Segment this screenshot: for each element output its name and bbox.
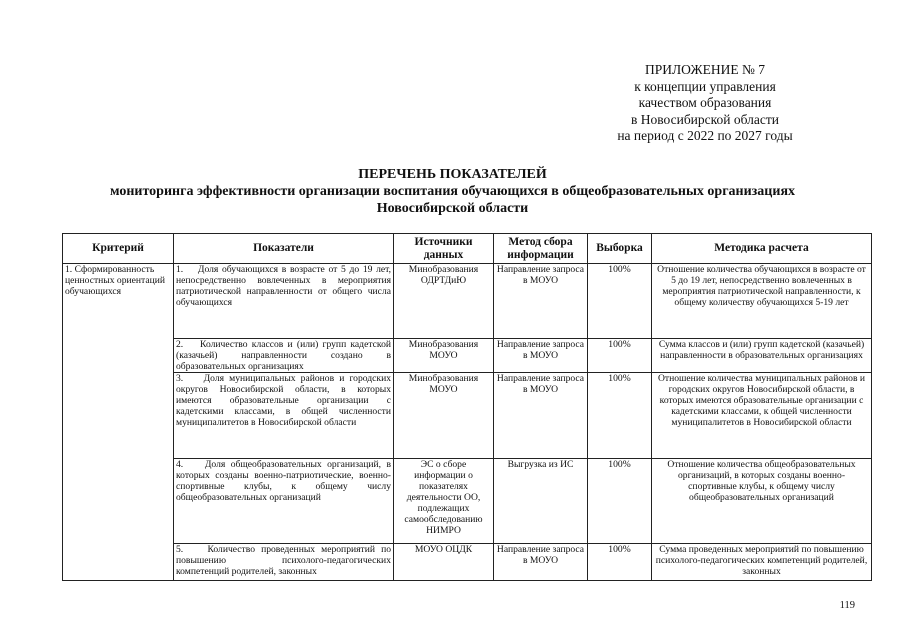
header-method: Метод сбора информации bbox=[494, 234, 588, 264]
sample-cell: 100% bbox=[588, 264, 652, 339]
table-row bbox=[63, 264, 872, 339]
indicator-text: 5. Количество проведенных мероприятий по повышению психолого-педагогических компетенций родителей, законных bbox=[176, 544, 391, 577]
sample-cell: 100% bbox=[588, 544, 652, 581]
source-cell: Минобразования МОУО bbox=[394, 373, 494, 459]
criterion-cell: 1. Сформированность ценностных ориентаций обучающихся bbox=[63, 264, 174, 581]
sample-cell: 100% bbox=[588, 373, 652, 459]
source-cell: ЭС о сборе информации о показателях деятельности ОО, подлежащих самообследованию НИМРО bbox=[394, 459, 494, 544]
method-cell: Направление запроса в МОУО bbox=[494, 373, 588, 459]
calc-cell: Отношение количества муниципальных районов и городских округов Новосибирской области, в которых имеются образовательные организации с кадетскими классами, к общей численности муниципалитетов в Новосибирской области bbox=[652, 373, 872, 459]
table-row bbox=[63, 339, 872, 373]
table-row bbox=[63, 373, 872, 459]
sample-cell: 100% bbox=[588, 459, 652, 544]
title-line-1: ПЕРЕЧЕНЬ ПОКАЗАТЕЛЕЙ bbox=[358, 167, 547, 182]
header-calc: Методика расчета bbox=[652, 234, 872, 264]
calc-cell: Сумма классов и (или) групп кадетской (казачьей) направленности в образовательных организациях bbox=[652, 339, 872, 373]
title-line-3: Новосибирской области bbox=[376, 201, 529, 216]
title-line-2: мониторинга эффективности организации воспитания обучающихся в общеобразовательных организациях bbox=[109, 184, 796, 199]
sample-cell: 100% bbox=[588, 339, 652, 373]
appendix-line-4: в Новосибирской области bbox=[630, 111, 780, 127]
table-row bbox=[63, 459, 872, 544]
method-cell: Направление запроса в МОУО bbox=[494, 339, 588, 373]
header-sample: Выборка bbox=[588, 234, 652, 264]
source-cell: Минобразования ОДРТДиЮ bbox=[394, 264, 494, 339]
appendix-line-3: качеством образования bbox=[638, 95, 772, 110]
calc-cell: Отношение количества общеобразовательных организаций, в которых созданы военно-спортивные клубы, к общему числу общеобразовательных организаций bbox=[652, 459, 872, 544]
table-row bbox=[63, 544, 872, 581]
appendix-line-2: к концепции управления bbox=[634, 78, 776, 94]
source-cell: Минобразования МОУО bbox=[394, 339, 494, 373]
source-cell: МОУО ОЦДК bbox=[394, 544, 494, 581]
method-cell: Выгрузка из ИС bbox=[494, 459, 588, 544]
appendix-header bbox=[575, 62, 835, 145]
indicator-cell: 3. Доля муниципальных районов и городских округов Новосибирской области, в которых имеются образовательные организации с кадетскими классами, в общей численности муниципалитетов в Новосибирской области bbox=[174, 373, 394, 459]
calc-cell bbox=[652, 544, 872, 581]
document-title bbox=[0, 166, 905, 217]
indicator-cell: 2. Количество классов и (или) групп кадетской (казачьей) направленности создано в образовательных организациях bbox=[174, 339, 394, 373]
appendix-number: ПРИЛОЖЕНИЕ № 7 bbox=[644, 62, 766, 77]
header-indicators: Показатели bbox=[174, 234, 394, 264]
indicators-table bbox=[62, 233, 872, 581]
table-header-row bbox=[63, 234, 872, 264]
method-cell: Направление запроса в МОУО bbox=[494, 264, 588, 339]
indicator-cell: 4. Доля общеобразовательных организаций, в которых созданы военно-патриотические, военно-спортивные клубы, к общему числу общеобразовательных организаций bbox=[174, 459, 394, 544]
appendix-line-5: на период с 2022 по 2027 годы bbox=[617, 128, 793, 143]
method-cell: Направление запроса в МОУО bbox=[494, 544, 588, 581]
calc-cell: Отношение количества обучающихся в возрасте от 5 до 19 лет, непосредственно вовлеченных в мероприятия патриотической направленности, к общему количеству обучающихся 5-19 лет bbox=[652, 264, 872, 339]
indicator-cell: 1. Доля обучающихся в возрасте от 5 до 19 лет, непосредственно вовлеченных в мероприятия патриотической направленности от общего числа обучающихся bbox=[174, 264, 394, 339]
header-sources: Источники данных bbox=[394, 234, 494, 264]
indicator-cell bbox=[174, 544, 394, 581]
page-number: 119 bbox=[839, 600, 855, 611]
calc-text: Сумма проведенных мероприятий по повышению психолого-педагогических компетенций родителей, законных bbox=[655, 544, 868, 577]
header-criterion: Критерий bbox=[63, 234, 174, 264]
